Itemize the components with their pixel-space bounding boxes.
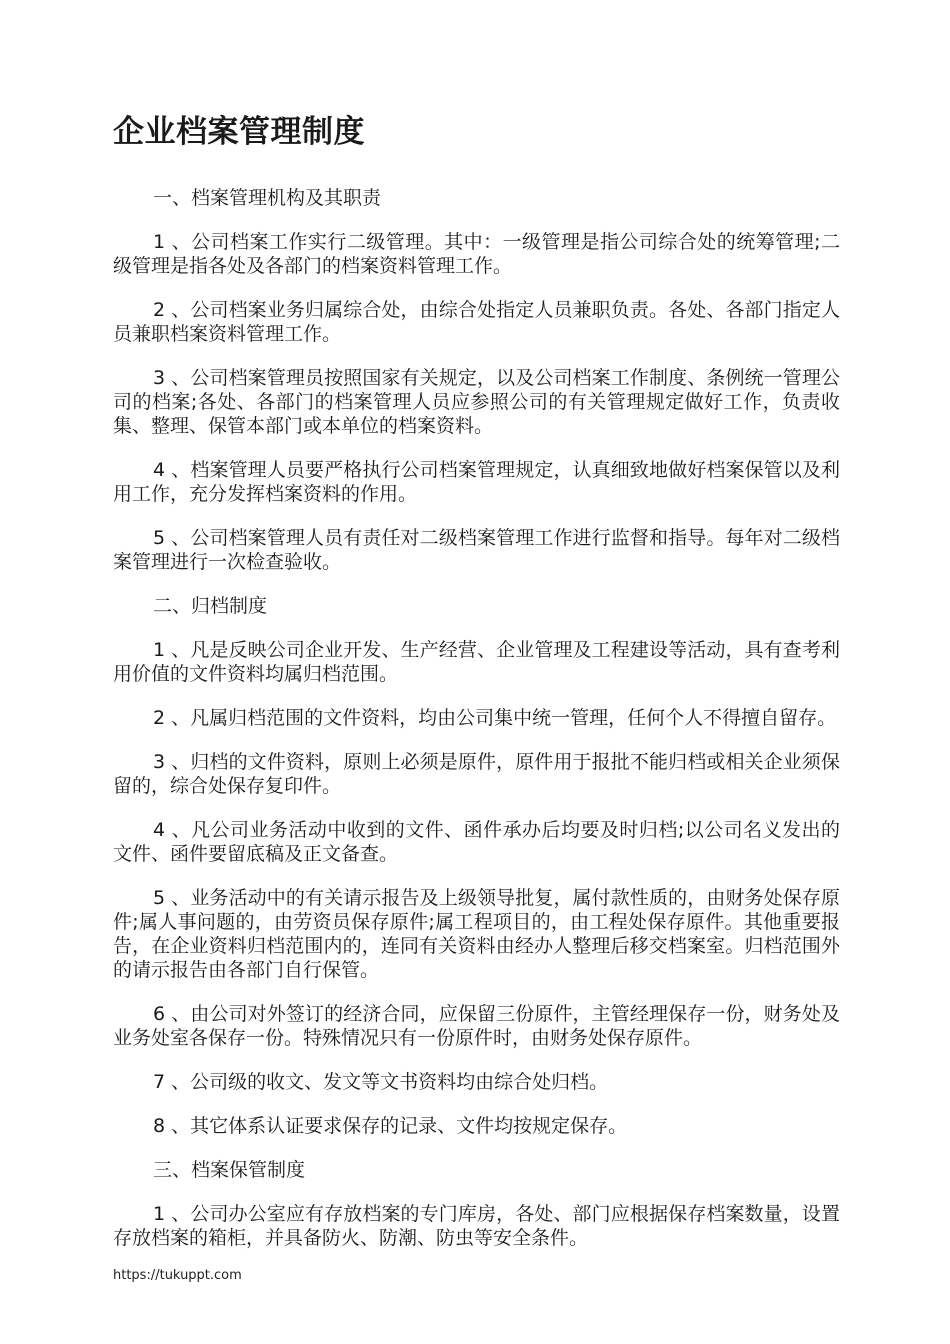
section-heading-1: 一、档案管理机构及其职责 [153, 187, 382, 209]
section-heading-3: 三、档案保管制度 [153, 1159, 306, 1181]
paragraph: 6 、由公司对外签订的经济合同，应保留三份原件，主管经理保存一份，财务处及业务处室各保存一份。特殊情况只有一份原件时，由财务处保存原件。 [113, 1003, 840, 1049]
paragraph: 1 、公司办公室应有存放档案的专门库房，各处、部门应根据保存档案数量，设置存放档案的箱柜，并具备防火、防潮、防虫等安全条件。 [113, 1203, 840, 1249]
document-body [113, 186, 840, 1270]
paragraph: 1 、公司档案工作实行二级管理。其中：一级管理是指公司综合处的统筹管理;二级管理是指各处及各部门的档案资料管理工作。 [113, 231, 840, 277]
paragraph: 4 、档案管理人员要严格执行公司档案管理规定，认真细致地做好档案保管以及利用工作，充分发挥档案资料的作用。 [113, 459, 840, 505]
paragraph: 5 、公司档案管理人员有责任对二级档案管理工作进行监督和指导。每年对二级档案管理进行一次检查验收。 [113, 527, 840, 573]
footer-url: https://tukuppt.com [113, 1268, 242, 1283]
paragraph: 4 、凡公司业务活动中收到的文件、函件承办后均要及时归档;以公司名义发出的文件、函件要留底稿及正文备查。 [113, 819, 840, 865]
paragraph: 2 、公司档案业务归属综合处，由综合处指定人员兼职负责。各处、各部门指定人员兼职档案资料管理工作。 [113, 299, 840, 345]
paragraph: 8 、其它体系认证要求保存的记录、文件均按规定保存。 [153, 1115, 628, 1137]
paragraph: 2 、凡属归档范围的文件资料，均由公司集中统一管理，任何个人不得擅自留存。 [153, 707, 837, 729]
document-page [113, 0, 840, 1344]
paragraph: 5 、业务活动中的有关请示报告及上级领导批复，属付款性质的，由财务处保存原件;属人事问题的，由劳资员保存原件;属工程项目的，由工程处保存原件。其他重要报告，在企业资料归档范围内的，连同有关资料由经办人整理后移交档案室。归档范围外的请示报告由各部门自行保管。 [113, 887, 840, 981]
paragraph: 3 、公司档案管理员按照国家有关规定，以及公司档案工作制度、条例统一管理公司的档案;各处、各部门的档案管理人员应参照公司的有关管理规定做好工作，负责收集、整理、保管本部门或本单位的档案资料。 [113, 367, 840, 437]
document-title: 企业档案管理制度 [113, 114, 365, 150]
paragraph: 3 、归档的文件资料，原则上必须是原件，原件用于报批不能归档或相关企业须保留的，综合处保存复印件。 [113, 751, 840, 797]
section-heading-2: 二、归档制度 [153, 595, 268, 617]
paragraph: 1 、凡是反映公司企业开发、生产经营、企业管理及工程建设等活动，具有查考利用价值的文件资料均属归档范围。 [113, 639, 840, 685]
paragraph: 7 、公司级的收文、发文等文书资料均由综合处归档。 [153, 1071, 609, 1093]
